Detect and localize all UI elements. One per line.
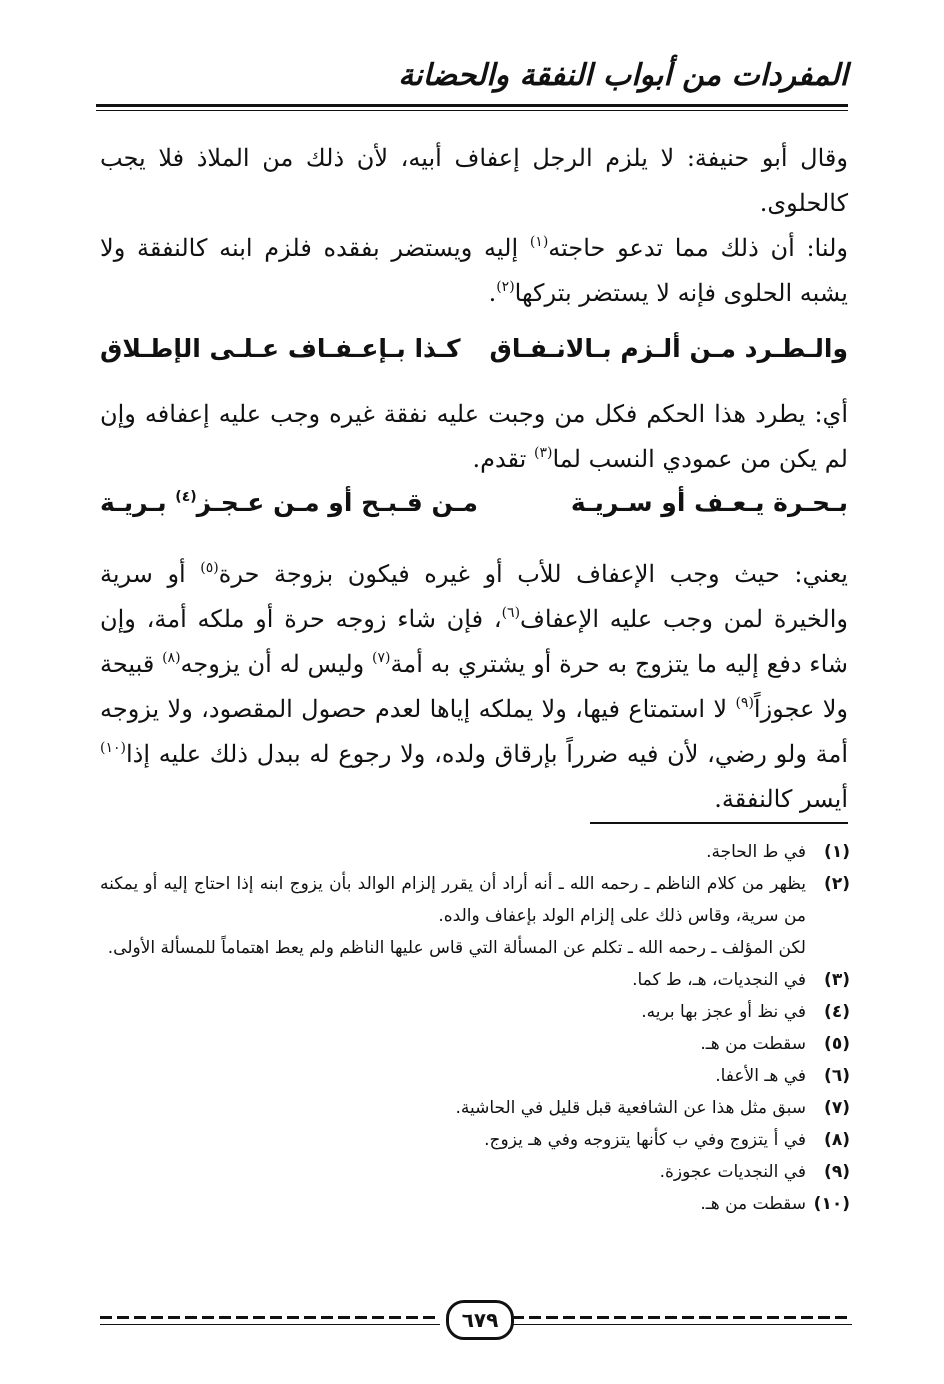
footnote-number: (٣) (824, 970, 850, 990)
footnote-ref[interactable]: (٩) (735, 695, 754, 711)
page-number: ٦٧٩ (446, 1300, 514, 1340)
footnote-item (100, 1028, 850, 1060)
header-rule-thin (96, 110, 848, 111)
header-rule (96, 104, 848, 107)
footnote-text: في النجديات عجوزة. (659, 1162, 806, 1182)
text-run: إليه ويستضر بفقده فلزم ابنه كالنفقة ولا يشبه الحلوى فإنه لا يستضر بتركها (100, 234, 848, 307)
text-run: تقدم. (472, 445, 534, 473)
text-run: . (488, 279, 497, 307)
footnote-item (100, 868, 850, 932)
text-run: قبيحة ولا عجوزاً (100, 650, 849, 723)
page-footer (100, 1298, 852, 1338)
footnote-continuation: لكن المؤلف ـ رحمه الله ـ تكلم عن المسألة التي قاس عليها الناظم ولم يعط اهتماماً للمسألة الأولى. (107, 938, 806, 958)
footnote-number: (٥) (824, 1034, 850, 1054)
footnote-number: (١٠) (813, 1194, 850, 1214)
footnote-text: في هـ الأعفا. (715, 1066, 806, 1086)
footnotes (100, 836, 850, 1220)
footnote-number: (٦) (824, 1066, 850, 1086)
footer-dashed-rule-right (512, 1316, 852, 1319)
footnote-ref[interactable]: (٢) (496, 279, 515, 295)
text-run: يعني: حيث وجب الإعفاف للأب أو غيره فيكون بزوجة حرة (218, 560, 848, 588)
footnote-text: سبق مثل هذا عن الشافعية قبل قليل في الحاشية. (455, 1098, 806, 1118)
footnote-item (100, 836, 850, 868)
paragraph-our-view (100, 226, 848, 316)
footnote-ref[interactable]: (١) (529, 234, 549, 250)
footnote-number: (٩) (824, 1162, 850, 1182)
footnote-ref[interactable]: (١٠) (100, 740, 126, 756)
footnote-number: (٧) (824, 1098, 850, 1118)
footnote-text: في أ يتزوج وفي ب كأنها يتزوجه وفي هـ يزوج. (484, 1130, 806, 1150)
footnote-ref[interactable]: (٨) (162, 650, 181, 666)
footnote-separator (590, 822, 848, 824)
footnote-text: في ط الحاجة. (706, 842, 806, 862)
text-run: لا استمتاع فيها، ولا يملكه إياها لعدم حصول المقصود، ولا يزوجه أمة ولو رضي، لأن فيه ضرراً بإرقاق ولده، ولا رجوع له ببدل ذلك عليه إذا (100, 695, 848, 768)
verse-line-2 (100, 488, 848, 532)
text-run: أي: يطرد هذا الحكم فكل من وجبت عليه نفقة غيره وجب عليه إعفافه وإن لم يكن من عمودي النسب لما (100, 400, 848, 473)
text-run: مـن قـبـح أو مـن عـجـز (196, 488, 479, 517)
footnote-text: يظهر من كلام الناظم ـ رحمه الله ـ أنه أراد أن يقرر إلزام الوالد بأن يزوج ابنه إذا احتاج إليه أو يمكنه من سرية، وقاس ذلك على إلزام الولد بإعفاف والده. (100, 874, 806, 926)
footnote-ref[interactable]: (٧) (372, 650, 391, 666)
verse-1-first-hemistich: والـطـرد مـن ألـزم بـالانـفـاق (489, 334, 848, 363)
footer-rule-right (512, 1324, 852, 1325)
text-run: ولنا: أن ذلك مما تدعو حاجته (548, 234, 849, 262)
running-header-title: المفردات من أبواب النفقة والحضانة (398, 58, 848, 93)
footnote-text: سقطت من هـ. (700, 1034, 806, 1054)
footnote-number: (٢) (824, 874, 850, 894)
footer-rule-left (100, 1324, 440, 1325)
text-run: وليس له أن يزوجه (180, 650, 373, 678)
footnote-item (100, 1092, 850, 1124)
footnote-ref[interactable]: (٦) (501, 605, 521, 621)
text-run: ، فإن شاء زوجه حرة أو ملكه أمة، وإن شاء دفع إليه ما يتزوج به حرة أو يشتري به أمة (100, 605, 848, 678)
paragraph-abu-hanifa: وقال أبو حنيفة: لا يلزم الرجل إعفاف أبيه، لأن ذلك من الملاذ فلا يجب كالحلوى. (100, 144, 848, 217)
paragraph-explanation-1 (100, 392, 848, 482)
footnote-item (100, 1188, 850, 1220)
verse-2-first-hemistich: بـحـرة يـعـف أو سـريـة (570, 488, 848, 517)
footer-dashed-rule-left (100, 1316, 440, 1319)
verse-2-second-hemistich (100, 488, 478, 517)
footnote-item (100, 1060, 850, 1092)
footnote-number: (٤) (824, 1002, 850, 1022)
footnote-text: سقطت من هـ. (700, 1194, 806, 1214)
footnote-item (100, 1124, 850, 1156)
footnote-ref[interactable]: (٣) (534, 445, 553, 461)
text-run: بـريـة (100, 488, 176, 517)
footnote-item (100, 996, 850, 1028)
footnote-item (100, 1156, 850, 1188)
verse-1-second-hemistich: كـذا بـإعـفـاف عـلـى الإطـلاق (100, 334, 461, 363)
verse-line-1 (100, 334, 848, 378)
footnote-number: (٨) (824, 1130, 850, 1150)
footnote-item (100, 964, 850, 996)
text-run: أو سرية والخيرة لمن وجب عليه الإعفاف (100, 560, 848, 633)
footnote-text: في نظ أو عجز بها بريه. (641, 1002, 806, 1022)
footnote-ref[interactable]: (٥) (200, 560, 219, 576)
paragraph-explanation-2 (100, 552, 848, 822)
footnote-number: (١) (824, 842, 850, 862)
footnote-text: في النجديات، هـ، ط كما. (632, 970, 806, 990)
text-run: أيسر كالنفقة. (714, 785, 848, 813)
footnote-ref[interactable]: (٤) (175, 489, 197, 505)
